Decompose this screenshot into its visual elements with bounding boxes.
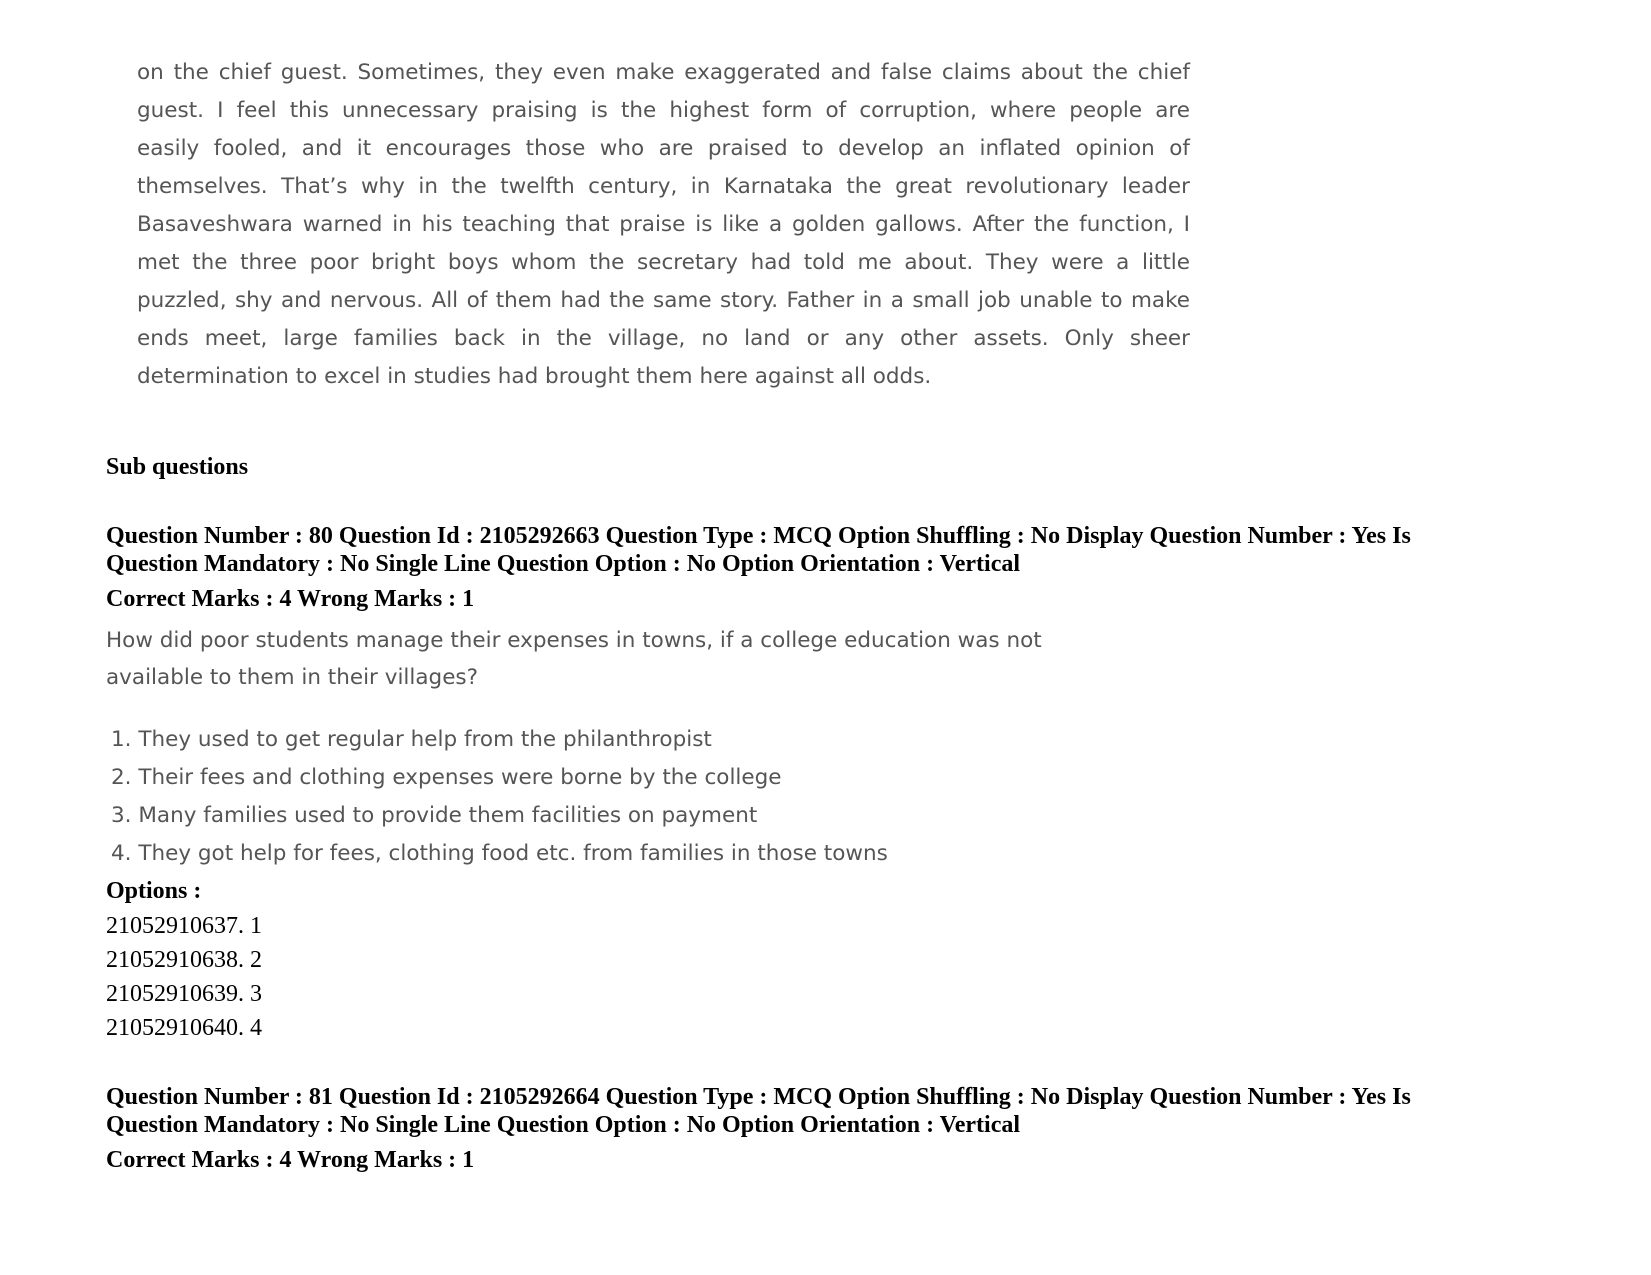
question-meta-line-2: Question Mandatory : No Single Line Question Option : No Option Orientation : Vertical bbox=[106, 551, 1021, 577]
passage-excerpt bbox=[137, 54, 1190, 396]
answer-choice: 1. They used to get regular help from the philanthropist bbox=[111, 727, 712, 752]
passage-line: met the three poor bright boys whom the secretary had told me about. They were a little bbox=[137, 250, 1190, 275]
question-marks: Correct Marks : 4 Wrong Marks : 1 bbox=[106, 586, 475, 612]
question-meta-line-2: Question Mandatory : No Single Line Question Option : No Option Orientation : Vertical bbox=[106, 1112, 1021, 1138]
sub-questions-heading: Sub questions bbox=[106, 454, 249, 480]
question-text-line-1: How did poor students manage their expenses in towns, if a college education was not bbox=[106, 628, 1042, 653]
option-item: 21052910640. 4 bbox=[106, 1015, 262, 1041]
question-meta-line-1: Question Number : 80 Question Id : 2105292663 Question Type : MCQ Option Shuffling : No Display Question Number : Yes Is bbox=[106, 523, 1411, 549]
answer-choice: 3. Many families used to provide them facilities on payment bbox=[111, 803, 758, 828]
passage-line: on the chief guest. Sometimes, they even make exaggerated and false claims about the chief bbox=[137, 60, 1190, 85]
answer-choice: 4. They got help for fees, clothing food etc. from families in those towns bbox=[111, 841, 888, 866]
passage-line: easily fooled, and it encourages those who are praised to develop an inflated opinion of bbox=[137, 136, 1190, 161]
passage-line: ends meet, large families back in the village, no land or any other assets. Only sheer bbox=[137, 326, 1190, 351]
option-item: 21052910637. 1 bbox=[106, 913, 262, 939]
passage-line: determination to excel in studies had brought them here against all odds. bbox=[137, 364, 932, 389]
question-text-line-2: available to them in their villages? bbox=[106, 665, 479, 690]
passage-line: Basaveshwara warned in his teaching that praise is like a golden gallows. After the function, I bbox=[137, 212, 1190, 237]
passage-line: guest. I feel this unnecessary praising is the highest form of corruption, where people are bbox=[137, 98, 1190, 123]
options-label: Options : bbox=[106, 878, 202, 904]
option-item: 21052910638. 2 bbox=[106, 947, 262, 973]
passage-line: puzzled, shy and nervous. All of them had the same story. Father in a small job unable to make bbox=[137, 288, 1190, 313]
passage-line: themselves. That’s why in the twelfth century, in Karnataka the great revolutionary leader bbox=[137, 174, 1190, 199]
question-marks: Correct Marks : 4 Wrong Marks : 1 bbox=[106, 1147, 475, 1173]
answer-choice: 2. Their fees and clothing expenses were borne by the college bbox=[111, 765, 782, 790]
question-meta-line-1: Question Number : 81 Question Id : 2105292664 Question Type : MCQ Option Shuffling : No Display Question Number : Yes Is bbox=[106, 1084, 1411, 1110]
option-item: 21052910639. 3 bbox=[106, 981, 262, 1007]
